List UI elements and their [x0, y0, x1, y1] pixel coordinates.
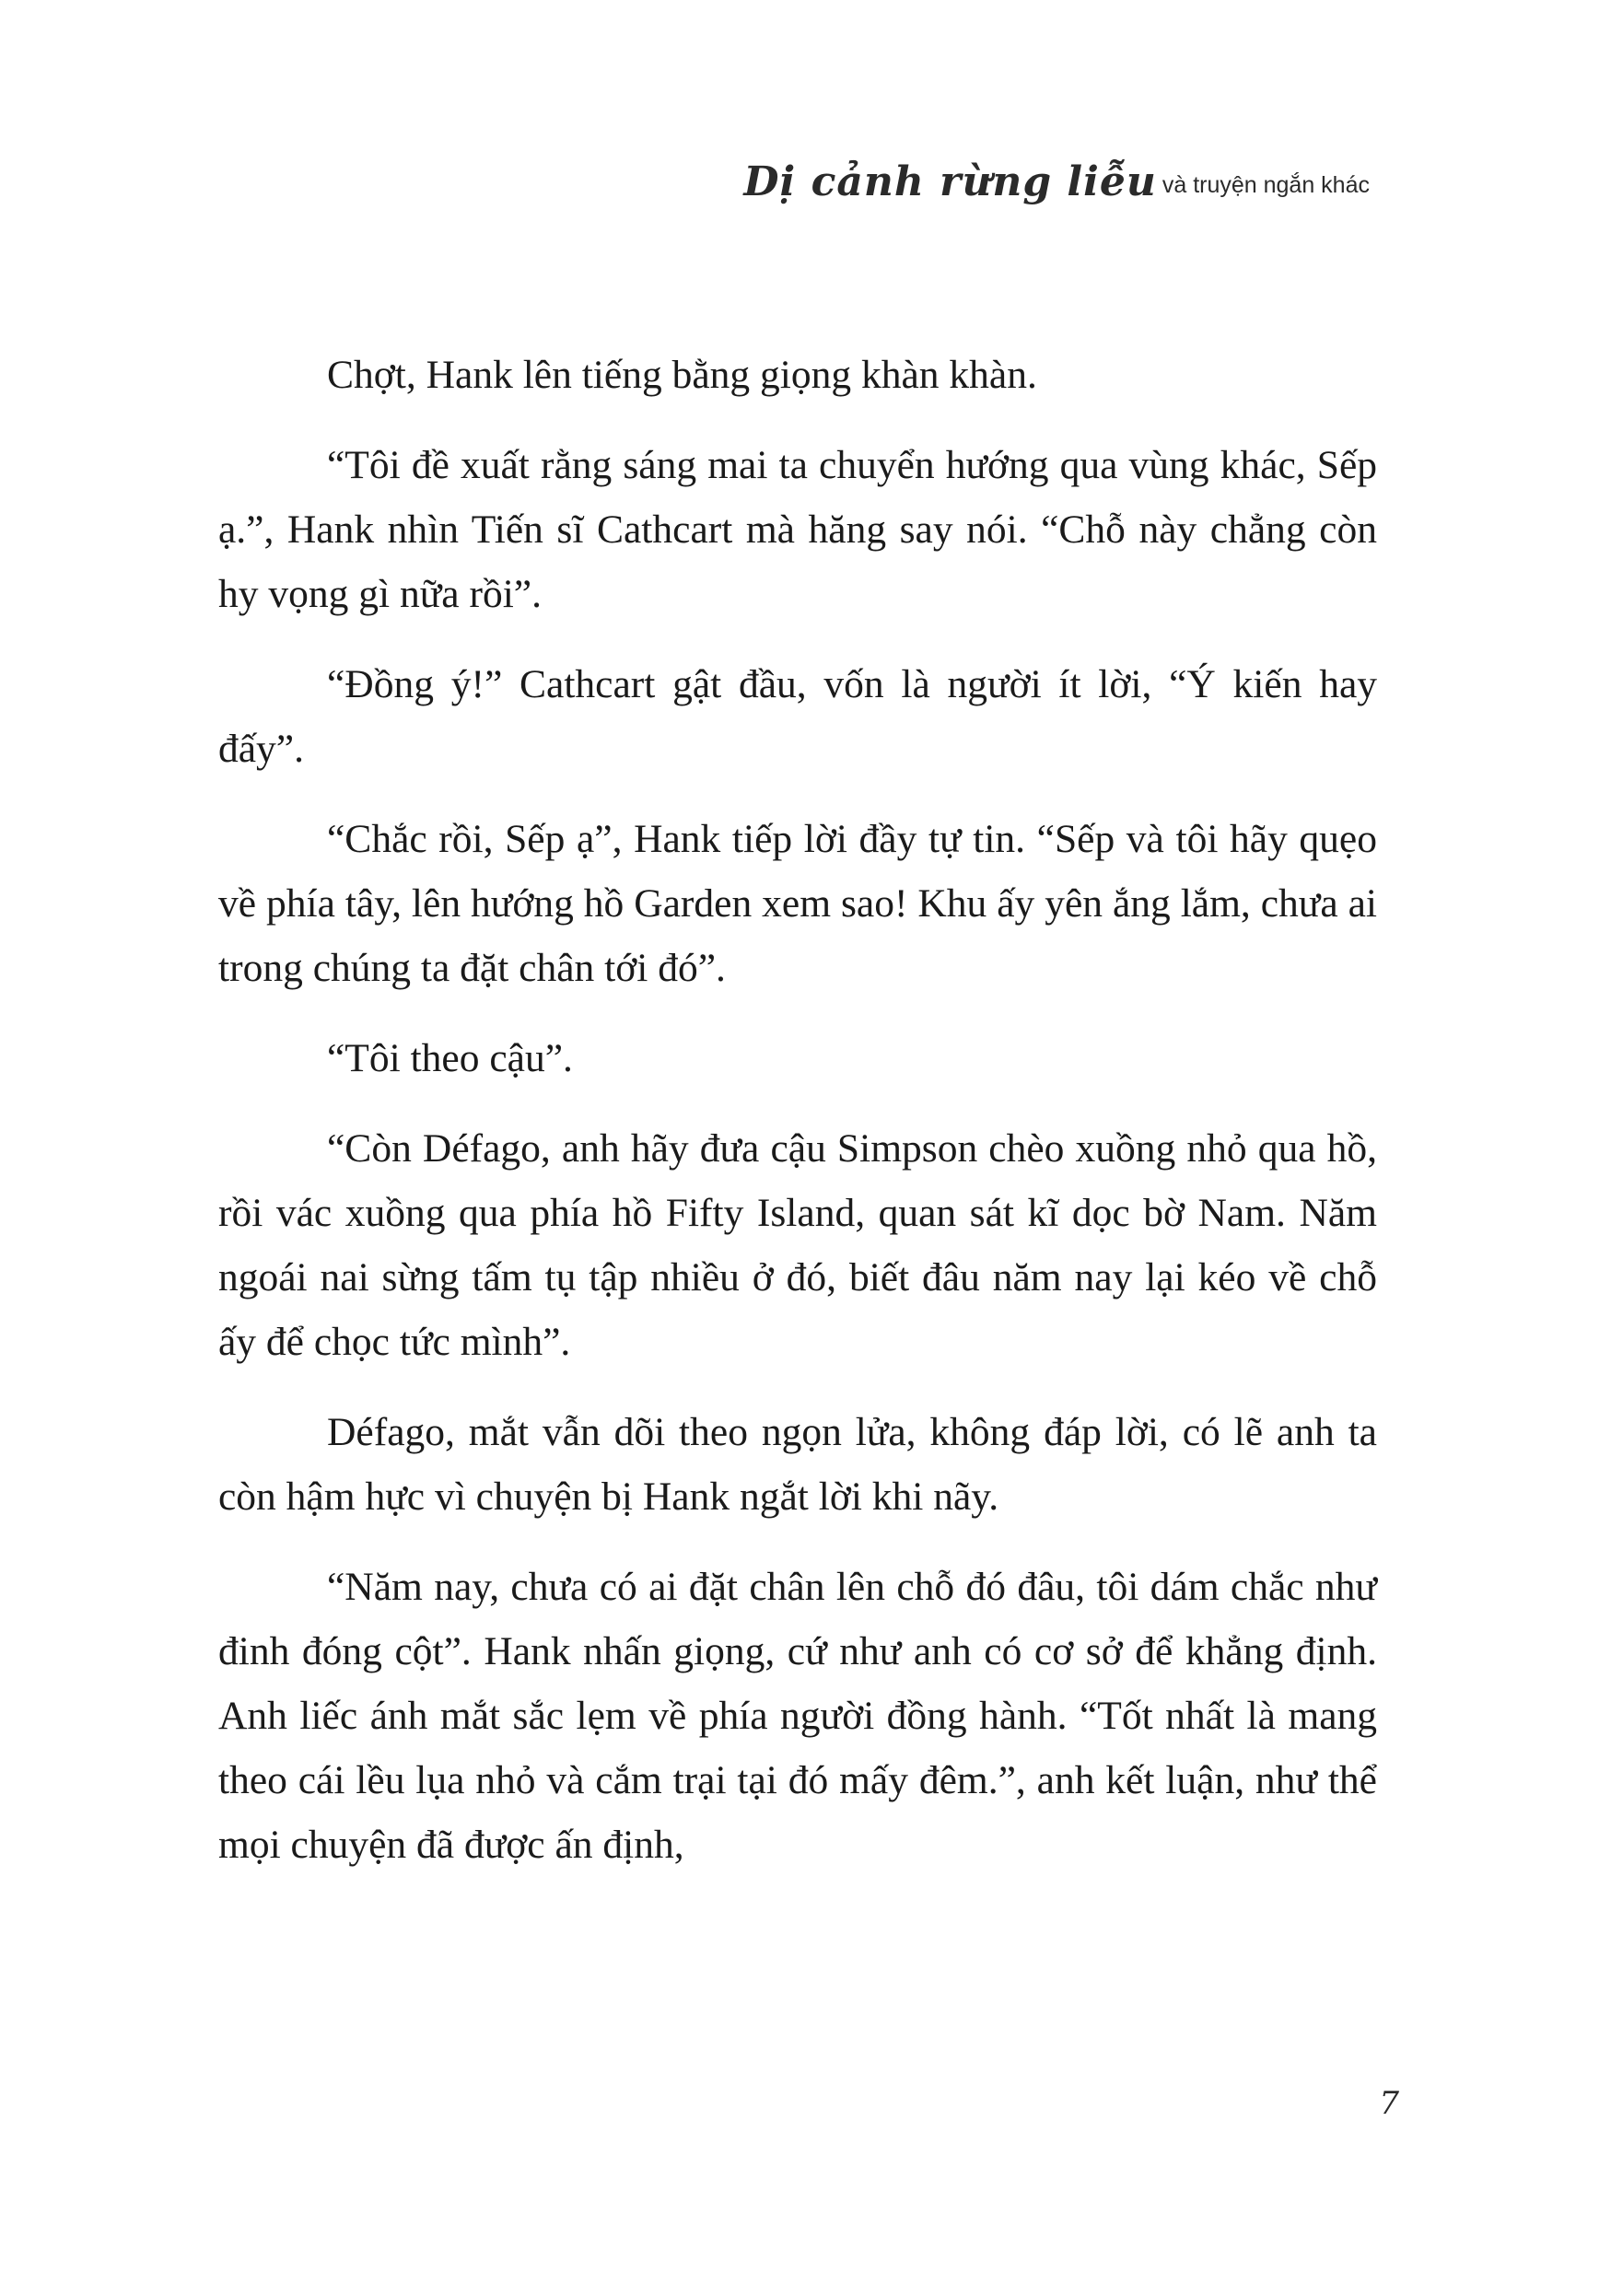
paragraph: “Còn Défago, anh hãy đưa cậu Simpson chèo xuồng nhỏ qua hồ, rồi vác xuồng qua phía hồ Fifty Island, quan sát kĩ dọc bờ Nam. Năm ngoái nai sừng tấm tụ tập nhiều ở đó, biết đâu năm nay lại kéo về chỗ ấy để chọc tức mình”. — [218, 1126, 1377, 1364]
paragraph: “Chắc rồi, Sếp ạ”, Hank tiếp lời đầy tự tin. “Sếp và tôi hãy quẹo về phía tây, lên hướng hồ Garden xem sao! Khu ấy yên ắng lắm, chưa ai trong chúng ta đặt chân tới đó”. — [218, 817, 1377, 990]
book-subtitle: và truyện ngắn khác — [1162, 172, 1370, 198]
paragraph: “Tôi đề xuất rằng sáng mai ta chuyển hướng qua vùng khác, Sếp ạ.”, Hank nhìn Tiến sĩ Cathcart mà hăng say nói. “Chỗ này chẳng còn hy vọng gì nữa rồi”. — [218, 443, 1377, 616]
paragraph: Chợt, Hank lên tiếng bằng giọng khàn khàn. — [327, 353, 1037, 397]
book-title: Dị cảnh rừng liễu — [743, 158, 1157, 205]
paragraph: “Đồng ý!” Cathcart gật đầu, vốn là người ít lời, “Ý kiến hay đấy”. — [218, 662, 1377, 771]
page-number: 7 — [1379, 2085, 1399, 2122]
paragraph: “Năm nay, chưa có ai đặt chân lên chỗ đó đâu, tôi dám chắc như đinh đóng cột”. Hank nhấn giọng, cứ như anh có cơ sở để khẳng định. Anh liếc ánh mắt sắc lẹm về phía người đồng hành. “Tốt nhất là mang theo cái lều lụa nhỏ và cắm trại tại đó mấy đêm.”, anh kết luận, như thể mọi chuyện đã được ấn định, — [218, 1565, 1377, 1867]
running-header — [743, 158, 1370, 205]
paragraph: Défago, mắt vẫn dõi theo ngọn lửa, không đáp lời, có lẽ anh ta còn hậm hực vì chuyện bị Hank ngắt lời khi nãy. — [218, 1410, 1377, 1519]
body-text — [218, 343, 1377, 1903]
paragraph: “Tôi theo cậu”. — [327, 1036, 573, 1080]
